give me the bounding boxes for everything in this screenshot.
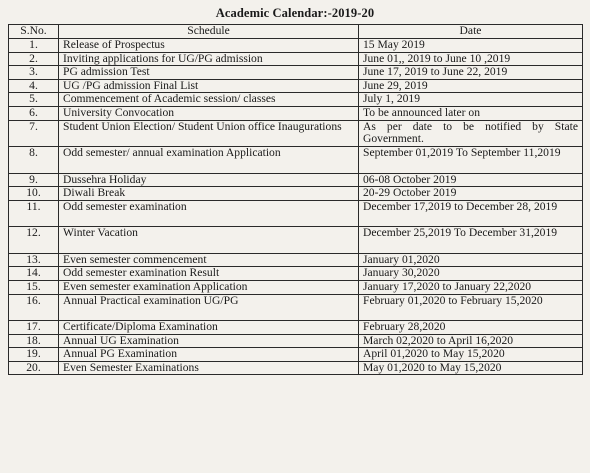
- schedule-cell: Odd semester examination Result: [59, 267, 359, 281]
- schedule-cell: Odd semester examination: [59, 200, 359, 227]
- sno-cell: 2.: [9, 52, 59, 66]
- page-title: Academic Calendar:-2019-20: [215, 6, 375, 20]
- schedule-cell: Commencement of Academic session/ classes: [59, 93, 359, 107]
- date-cell: January 01,2020: [359, 253, 583, 267]
- date-cell: May 01,2020 to May 15,2020: [359, 361, 583, 375]
- sno-cell: 19.: [9, 348, 59, 362]
- sno-cell: 3.: [9, 66, 59, 80]
- table-row: [9, 79, 583, 93]
- table-row: [9, 294, 583, 321]
- table-row: [9, 52, 583, 66]
- date-cell: February 28,2020: [359, 321, 583, 335]
- table-row: [9, 147, 583, 174]
- date-cell: January 17,2020 to January 22,2020: [359, 280, 583, 294]
- table-row: [9, 267, 583, 281]
- schedule-cell: Certificate/Diploma Examination: [59, 321, 359, 335]
- date-cell: 06-08 October 2019: [359, 173, 583, 187]
- date-cell: To be announced later on: [359, 106, 583, 120]
- schedule-cell: Even semester examination Application: [59, 280, 359, 294]
- table-row: [9, 173, 583, 187]
- date-cell: April 01,2020 to May 15,2020: [359, 348, 583, 362]
- sno-cell: 13.: [9, 253, 59, 267]
- header-schedule: Schedule: [59, 25, 359, 39]
- schedule-cell: Odd semester/ annual examination Application: [59, 147, 359, 174]
- sno-cell: 12.: [9, 227, 59, 254]
- header-date: Date: [359, 25, 583, 39]
- date-cell: January 30,2020: [359, 267, 583, 281]
- schedule-cell: University Convocation: [59, 106, 359, 120]
- academic-calendar-table: [8, 24, 583, 375]
- date-cell: June 29, 2019: [359, 79, 583, 93]
- schedule-cell: Dussehra Holiday: [59, 173, 359, 187]
- table-header-row: [9, 25, 583, 39]
- table-row: [9, 66, 583, 80]
- sno-cell: 17.: [9, 321, 59, 335]
- date-cell: September 01,2019 To September 11,2019: [359, 147, 583, 174]
- table-row: [9, 334, 583, 348]
- date-cell: June 01,, 2019 to June 10 ,2019: [359, 52, 583, 66]
- date-cell: December 25,2019 To December 31,2019: [359, 227, 583, 254]
- table-row: [9, 227, 583, 254]
- schedule-cell: Diwali Break: [59, 187, 359, 201]
- sno-cell: 18.: [9, 334, 59, 348]
- table-row: [9, 361, 583, 375]
- sno-cell: 6.: [9, 106, 59, 120]
- date-cell: February 01,2020 to February 15,2020: [359, 294, 583, 321]
- sno-cell: 11.: [9, 200, 59, 227]
- schedule-cell: UG /PG admission Final List: [59, 79, 359, 93]
- sno-cell: 15.: [9, 280, 59, 294]
- sno-cell: 9.: [9, 173, 59, 187]
- sno-cell: 4.: [9, 79, 59, 93]
- table-row: [9, 200, 583, 227]
- schedule-cell: Inviting applications for UG/PG admission: [59, 52, 359, 66]
- table-row: [9, 106, 583, 120]
- sno-cell: 16.: [9, 294, 59, 321]
- date-cell: As per date to be notified by State Government.: [359, 120, 583, 147]
- schedule-cell: Winter Vacation: [59, 227, 359, 254]
- sno-cell: 20.: [9, 361, 59, 375]
- sno-cell: 7.: [9, 120, 59, 147]
- date-cell: 20-29 October 2019: [359, 187, 583, 201]
- table-row: [9, 253, 583, 267]
- table-row: [9, 321, 583, 335]
- date-cell: December 17,2019 to December 28, 2019: [359, 200, 583, 227]
- table-row: [9, 187, 583, 201]
- date-cell: March 02,2020 to April 16,2020: [359, 334, 583, 348]
- table-row: [9, 39, 583, 53]
- sno-cell: 8.: [9, 147, 59, 174]
- sno-cell: 10.: [9, 187, 59, 201]
- date-cell: June 17, 2019 to June 22, 2019: [359, 66, 583, 80]
- sno-cell: 5.: [9, 93, 59, 107]
- table-row: [9, 120, 583, 147]
- table-row: [9, 348, 583, 362]
- schedule-cell: Annual PG Examination: [59, 348, 359, 362]
- schedule-cell: Annual Practical examination UG/PG: [59, 294, 359, 321]
- sno-cell: 1.: [9, 39, 59, 53]
- table-row: [9, 280, 583, 294]
- header-sno: S.No.: [9, 25, 59, 39]
- schedule-cell: Student Union Election/ Student Union office Inaugurations: [59, 120, 359, 147]
- schedule-cell: Release of Prospectus: [59, 39, 359, 53]
- schedule-cell: Annual UG Examination: [59, 334, 359, 348]
- schedule-cell: PG admission Test: [59, 66, 359, 80]
- date-cell: July 1, 2019: [359, 93, 583, 107]
- sno-cell: 14.: [9, 267, 59, 281]
- schedule-cell: Even Semester Examinations: [59, 361, 359, 375]
- schedule-cell: Even semester commencement: [59, 253, 359, 267]
- date-cell: 15 May 2019: [359, 39, 583, 53]
- table-row: [9, 93, 583, 107]
